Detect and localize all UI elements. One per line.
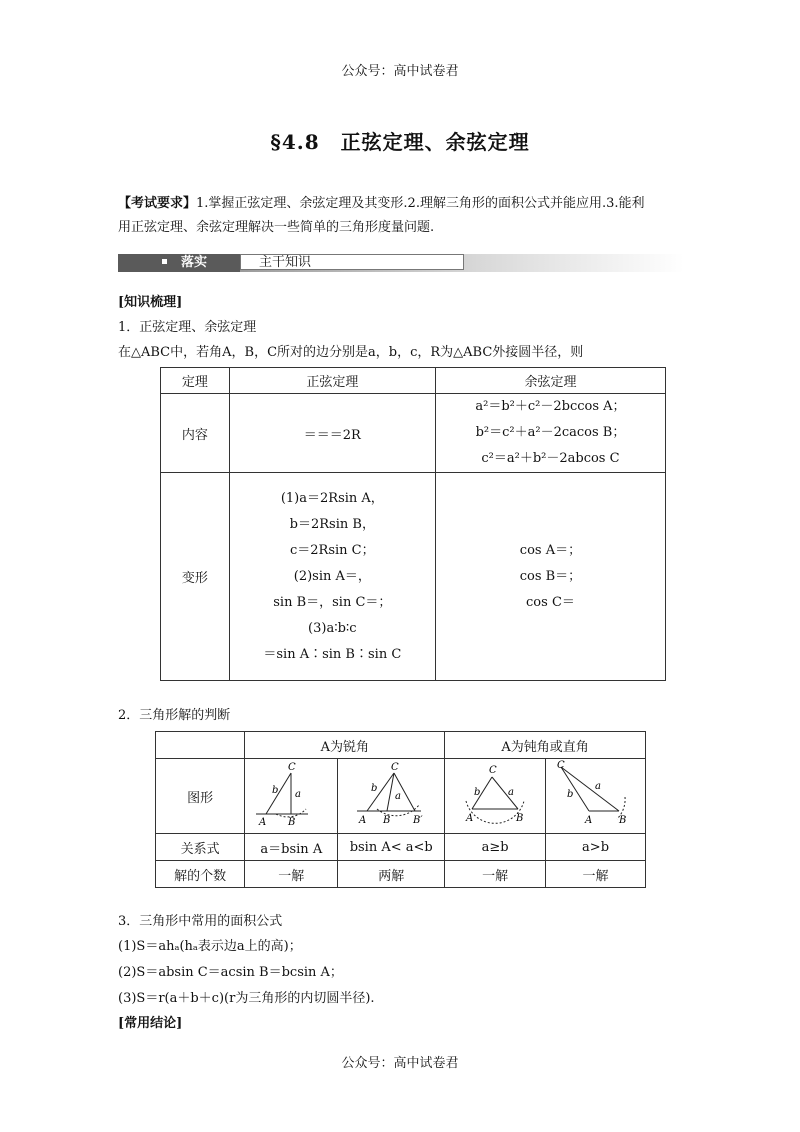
sine-variant-1: (1)a＝2Rsin A， (280, 490, 384, 506)
table1-cosine-content (435, 394, 665, 473)
fig3-label-B: B (516, 813, 524, 824)
item1-title: 1．正弦定理、余弦定理 (118, 320, 257, 335)
fig3-label-A: A (466, 813, 474, 824)
exam-req-text-2: 用正弦定理、余弦定理解决一些简单的三角形度量问题. (118, 220, 435, 235)
exam-req-label: 【考试要求】 (118, 196, 197, 211)
triangle-figure-1 (246, 759, 336, 829)
theorem-table (160, 367, 666, 681)
cosine-variant-3: cos C＝ (526, 594, 575, 610)
relation-2: bsin A< a<b (338, 834, 445, 861)
cosine-formula-a: a²＝b²＋c²－2bccos A； (475, 399, 626, 414)
banner-light: 主干知识 (240, 254, 464, 270)
area-formula-2: (2)S＝absin C＝acsin B＝bcsin A； (118, 965, 343, 980)
fig4-label-B: B (619, 815, 627, 826)
cosine-formula-c: c²＝a²＋b²－2abcos C (481, 451, 620, 466)
table1-header-theorem: 定理 (161, 368, 230, 394)
item3-title: 3．三角形中常用的面积公式 (118, 914, 283, 929)
exam-requirements (118, 192, 688, 240)
section-knowledge: [知识梳理] (118, 295, 183, 310)
table1-cosine-variant (435, 473, 665, 681)
sine-variant-7: ＝sin A∶sin B∶sin C (263, 646, 402, 662)
table1-sine-variant (229, 473, 435, 681)
cosine-variant-2: cos B＝； (519, 568, 582, 584)
item1-intro: 在△ABC中，若角A，B，C所对的边分别是a，b，c，R为△ABC外接圆半径，则 (118, 345, 584, 360)
page-footer: 公众号：高中试卷君 (341, 1056, 459, 1071)
section-banner (118, 254, 684, 272)
fig4-label-b: b (567, 789, 574, 800)
fig4-label-A: A (585, 815, 593, 826)
fig2-label-b: b (371, 783, 378, 794)
triangle-figure-4 (547, 759, 644, 829)
fig1-label-B: B (288, 817, 296, 828)
table2-row-figure: 图形 (156, 759, 245, 834)
count-1: 一解 (245, 861, 338, 888)
table1-row-content-label: 内容 (161, 394, 230, 473)
figure-2 (338, 759, 445, 834)
sine-variant-4: (2)sin A＝， (293, 568, 371, 584)
table2-group-acute: A为锐角 (245, 732, 445, 759)
table2-group-obtuse: A为钝角或直角 (445, 732, 646, 759)
area-formula-3: (3)S＝r(a＋b＋c)(r为三角形的内切圆半径). (118, 991, 375, 1006)
table2-row-relation: 关系式 (156, 834, 245, 861)
fig3-label-b: b (474, 787, 481, 798)
solution-table (155, 731, 646, 888)
fig1-label-C: C (288, 762, 296, 773)
cosine-variant-1: cos A＝； (519, 542, 582, 558)
fig2-label-B: B (383, 815, 391, 826)
fig1-label-a: a (295, 789, 302, 800)
page-title: §4.8 正弦定理、余弦定理 (270, 130, 530, 154)
fig3-label-a: a (508, 787, 515, 798)
fig3-label-C: C (489, 765, 497, 776)
table1-header-cosine: 余弦定理 (435, 368, 665, 394)
table1-row-variant-label: 变形 (161, 473, 230, 681)
figure-1 (245, 759, 338, 834)
table1-header-sine: 正弦定理 (229, 368, 435, 394)
banner-dark-label: 落实 (181, 255, 208, 270)
count-2: 两解 (338, 861, 445, 888)
fig2-label-B-prime: B′ (413, 815, 423, 826)
fig2-label-a: a (395, 791, 402, 802)
figure-4 (546, 759, 646, 834)
fig2-label-A: A (359, 815, 367, 826)
fig1-label-A: A (259, 817, 267, 828)
exam-req-text-1: 1.掌握正弦定理、余弦定理及其变形.2.理解三角形的面积公式并能应用.3.能利 (196, 196, 645, 211)
area-formula-1: (1)S＝ahₐ(hₐ表示边a上的高)； (118, 939, 302, 954)
item2-title: 2．三角形解的判断 (118, 708, 231, 723)
page-header: 公众号：高中试卷君 (341, 64, 459, 79)
relation-1: a＝bsin A (245, 834, 338, 861)
count-4: 一解 (546, 861, 646, 888)
triangle-figure-2 (339, 759, 443, 829)
triangle-figure-3 (446, 759, 544, 829)
figure-3 (445, 759, 546, 834)
relation-4: a>b (546, 834, 646, 861)
table2-row-count: 解的个数 (156, 861, 245, 888)
count-3: 一解 (445, 861, 546, 888)
table1-sine-content: ＝＝＝2R (229, 394, 435, 473)
sine-variant-5: sin B＝，sin C＝； (273, 594, 392, 610)
fig4-label-a: a (595, 781, 601, 792)
fig1-label-b: b (272, 785, 279, 796)
section-conclusion: [常用结论] (118, 1016, 183, 1031)
fig2-label-C: C (391, 762, 399, 773)
fig4-label-C: C (557, 760, 565, 771)
table2-corner (156, 732, 245, 759)
relation-3: a≥b (445, 834, 546, 861)
square-icon (162, 259, 167, 264)
sine-variant-3: c＝2Rsin C； (290, 542, 375, 558)
sine-variant-2: b＝2Rsin B， (289, 516, 375, 532)
banner-dark (118, 254, 240, 272)
cosine-formula-b: b²＝c²＋a²－2cacos B； (475, 425, 626, 440)
sine-variant-6: (3)a∶b∶c (308, 620, 357, 636)
